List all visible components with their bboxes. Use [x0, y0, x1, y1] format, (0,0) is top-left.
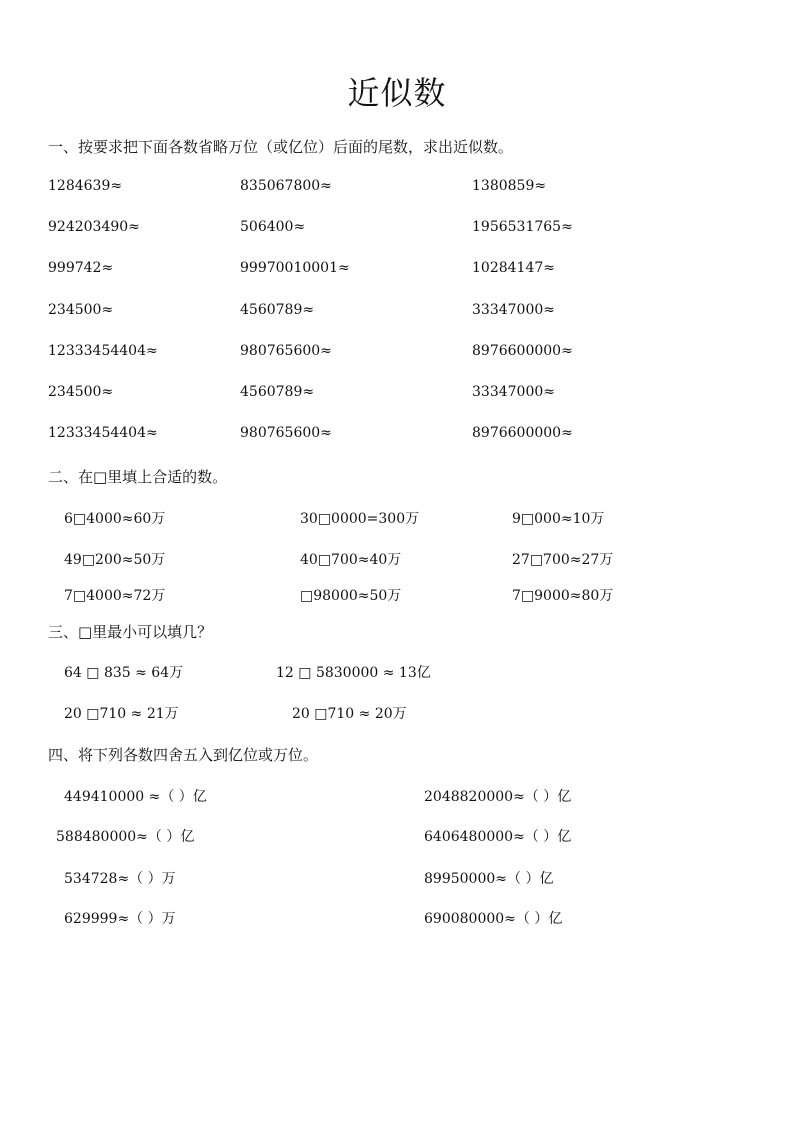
s1-item: 12333454404≈	[48, 425, 158, 441]
s3-item: 20 □710 ≈ 20万	[292, 706, 407, 722]
s2-item: 49□200≈50万	[64, 552, 166, 568]
s2-item: 40□700≈40万	[300, 552, 402, 568]
s1-item: 12333454404≈	[48, 343, 158, 359]
s1-item: 99970010001≈	[240, 260, 350, 276]
s1-item: 1284639≈	[48, 178, 123, 194]
s2-item: 27□700≈27万	[512, 552, 614, 568]
s1-item: 924203490≈	[48, 219, 140, 235]
s1-item: 506400≈	[240, 219, 306, 235]
s1-item: 1380859≈	[472, 178, 547, 194]
s4-item: 629999≈（ ）万	[64, 911, 176, 927]
s1-item: 234500≈	[48, 302, 114, 318]
s4-item: 449410000 ≈（ ）亿	[64, 789, 207, 805]
s2-item: □98000≈50万	[300, 588, 402, 604]
s1-item: 835067800≈	[240, 178, 332, 194]
s2-item: 7□4000≈72万	[64, 588, 166, 604]
s1-item: 4560789≈	[240, 384, 315, 400]
page-title: 近似数	[347, 74, 447, 112]
s2-item: 6□4000≈60万	[64, 511, 166, 527]
section-3-heading: 三、□里最小可以填几？	[48, 623, 213, 641]
s3-item: 12 □ 5830000 ≈ 13亿	[276, 665, 431, 681]
s4-item: 89950000≈（ ）亿	[424, 871, 554, 887]
s1-item: 999742≈	[48, 260, 114, 276]
s1-item: 10284147≈	[472, 260, 555, 276]
section-1-heading: 一、按要求把下面各数省略万位（或亿位）后面的尾数，求出近似数。	[48, 138, 514, 156]
s2-item: 30□0000=300万	[300, 511, 420, 527]
section-4-heading: 四、将下列各数四舍五入到亿位或万位。	[48, 746, 319, 764]
s1-item: 33347000≈	[472, 302, 555, 318]
s3-item: 64 □ 835 ≈ 64万	[64, 665, 184, 681]
s1-item: 1956531765≈	[472, 219, 573, 235]
s1-item: 234500≈	[48, 384, 114, 400]
s2-item: 9□000≈10万	[512, 511, 605, 527]
s4-item: 6406480000≈（ ）亿	[424, 829, 572, 845]
s4-item: 690080000≈（ ）亿	[424, 911, 563, 927]
s4-item: 2048820000≈（ ）亿	[424, 789, 572, 805]
s2-item: 7□9000≈80万	[512, 588, 614, 604]
s4-item: 588480000≈（ ）亿	[56, 829, 195, 845]
s1-item: 980765600≈	[240, 425, 332, 441]
s1-item: 980765600≈	[240, 343, 332, 359]
s1-item: 4560789≈	[240, 302, 315, 318]
section-2-heading: 二、在□里填上合适的数。	[48, 468, 228, 486]
s1-item: 8976600000≈	[472, 343, 573, 359]
s1-item: 33347000≈	[472, 384, 555, 400]
s3-item: 20 □710 ≈ 21万	[64, 706, 179, 722]
s4-item: 534728≈（ ）万	[64, 871, 176, 887]
s1-item: 8976600000≈	[472, 425, 573, 441]
